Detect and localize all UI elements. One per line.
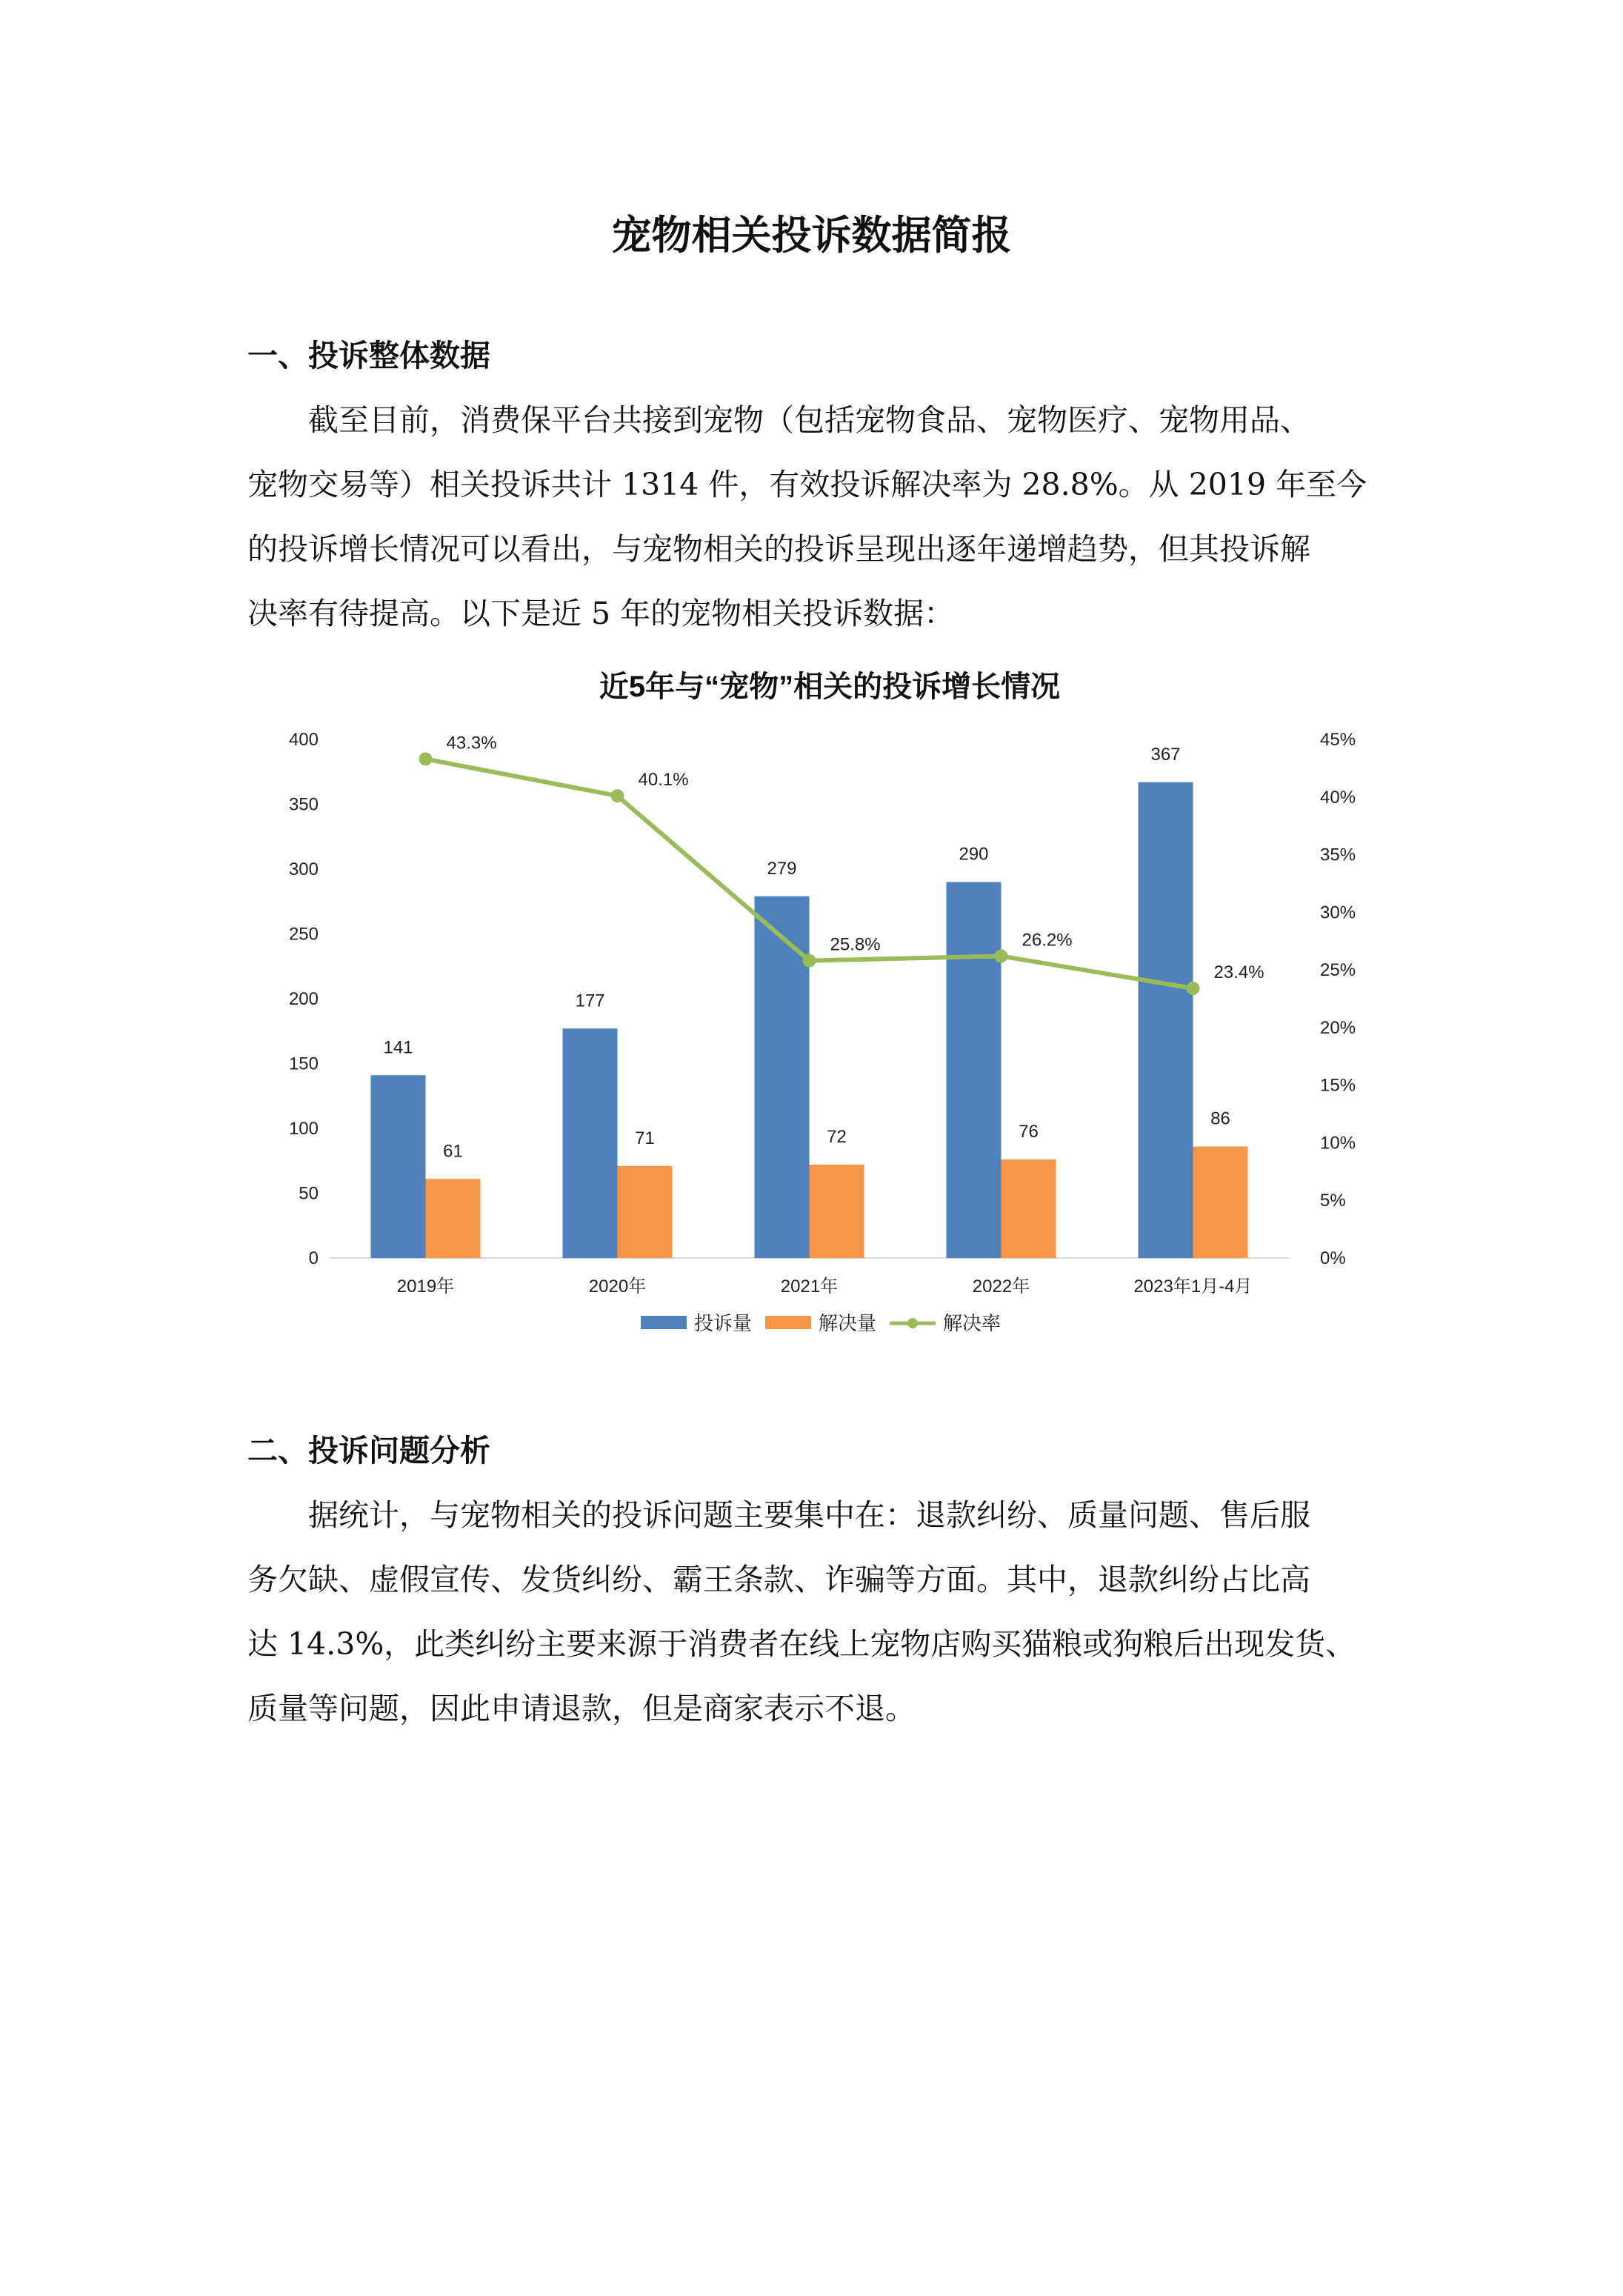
- bar-data-label: 61: [443, 1141, 463, 1162]
- x-tick-label: 2022年: [972, 1277, 1030, 1297]
- y-right-tick-label: 40%: [1320, 787, 1356, 808]
- x-tick-label: 2019年: [396, 1277, 455, 1297]
- bar-data-label: 71: [635, 1128, 655, 1148]
- paragraph-line: 宠物交易等）相关投诉共计 1314 件，有效投诉解决率为 28.8%。从 2019 年至今: [247, 467, 1367, 502]
- legend-label: 解决量: [819, 1312, 877, 1334]
- bar-complaints: [755, 896, 810, 1258]
- y-left-tick-label: 200: [288, 989, 319, 1009]
- bar-complaints: [563, 1028, 618, 1258]
- y-right-tick-label: 15%: [1320, 1075, 1356, 1096]
- line-point: [803, 954, 816, 968]
- legend-marker: [907, 1318, 918, 1328]
- complaint-growth-chart: [237, 652, 1422, 1363]
- bar-data-label: 367: [1150, 744, 1181, 765]
- bar-resolved: [1193, 1147, 1248, 1259]
- legend-label: 解决率: [943, 1312, 1002, 1334]
- paragraph-line: 达 14.3%，此类纠纷主要来源于消费者在线上宠物店购买猫粮或狗粮后出现发货、: [247, 1626, 1356, 1662]
- y-left-tick-label: 300: [288, 859, 319, 879]
- bar-resolved: [426, 1179, 481, 1258]
- y-right-tick-label: 45%: [1320, 730, 1356, 750]
- bar-data-label: 279: [767, 858, 797, 879]
- bar-data-label: 86: [1210, 1108, 1230, 1129]
- bar-resolved: [1002, 1159, 1056, 1258]
- paragraph-line: 截至目前，消费保平台共接到宠物（包括宠物食品、宠物医疗、宠物用品、: [247, 402, 1310, 438]
- bar-data-label: 290: [959, 844, 989, 865]
- y-left-tick-label: 150: [288, 1054, 319, 1074]
- bar-data-label: 72: [827, 1127, 847, 1147]
- x-tick-label: 2021年: [780, 1277, 839, 1297]
- y-left-tick-label: 50: [299, 1183, 319, 1204]
- paragraph-problem-analysis: [247, 1483, 1403, 1741]
- y-left-tick-label: 0: [308, 1248, 319, 1268]
- legend-swatch: [765, 1316, 811, 1329]
- bar-complaints: [947, 882, 1002, 1259]
- paragraph-line: 据统计，与宠物相关的投诉问题主要集中在：退款纠纷、质量问题、售后服: [247, 1497, 1310, 1533]
- line-point: [419, 752, 433, 765]
- paragraph-line: 务欠缺、虚假宣传、发货纠纷、霸王条款、诈骗等方面。其中，退款纠纷占比高: [247, 1562, 1310, 1597]
- chart-title: 近5年与“宠物”相关的投诉增长情况: [599, 671, 1061, 703]
- paragraph-line: 的投诉增长情况可以看出，与宠物相关的投诉呈现出逐年递增趋势，但其投诉解: [247, 531, 1310, 567]
- bar-resolved: [810, 1165, 864, 1258]
- bar-resolved: [618, 1166, 673, 1258]
- x-tick-label: 2023年1月-4月: [1133, 1277, 1253, 1297]
- section-heading-overall-data: 一、投诉整体数据: [247, 338, 490, 373]
- paragraph-overall-data: [247, 388, 1403, 646]
- bar-complaints: [371, 1075, 426, 1258]
- y-right-tick-label: 30%: [1320, 902, 1356, 923]
- line-data-label: 26.2%: [1022, 930, 1073, 951]
- line-point: [995, 949, 1008, 962]
- paragraph-line: 决率有待提高。以下是近 5 年的宠物相关投诉数据：: [247, 596, 955, 631]
- y-left-tick-label: 100: [288, 1119, 319, 1139]
- y-left-tick-label: 250: [288, 924, 319, 945]
- line-point: [1187, 982, 1200, 995]
- bar-data-label: 76: [1019, 1122, 1039, 1142]
- y-right-tick-label: 25%: [1320, 960, 1356, 981]
- line-data-label: 40.1%: [638, 770, 689, 791]
- line-point: [611, 789, 624, 802]
- y-left-tick-label: 350: [288, 794, 319, 815]
- x-tick-label: 2020年: [588, 1277, 647, 1297]
- y-right-tick-label: 5%: [1320, 1191, 1346, 1211]
- line-data-label: 43.3%: [446, 733, 497, 753]
- document-title: 宠物相关投诉数据简报: [611, 212, 1012, 259]
- bar-data-label: 177: [575, 991, 605, 1011]
- section-heading-problem-analysis: 二、投诉问题分析: [247, 1433, 490, 1468]
- y-left-tick-label: 400: [288, 730, 319, 750]
- y-right-tick-label: 20%: [1320, 1017, 1356, 1038]
- y-right-tick-label: 10%: [1320, 1133, 1356, 1154]
- line-data-label: 23.4%: [1213, 962, 1264, 982]
- legend-label: 投诉量: [694, 1312, 753, 1334]
- bar-complaints: [1139, 782, 1193, 1258]
- paragraph-line: 质量等问题，因此申请退款，但是商家表示不退。: [247, 1691, 916, 1726]
- legend-swatch: [641, 1316, 687, 1329]
- y-right-tick-label: 0%: [1320, 1248, 1346, 1268]
- y-right-tick-label: 35%: [1320, 845, 1356, 865]
- bar-data-label: 141: [383, 1037, 413, 1058]
- line-data-label: 25.8%: [830, 934, 881, 955]
